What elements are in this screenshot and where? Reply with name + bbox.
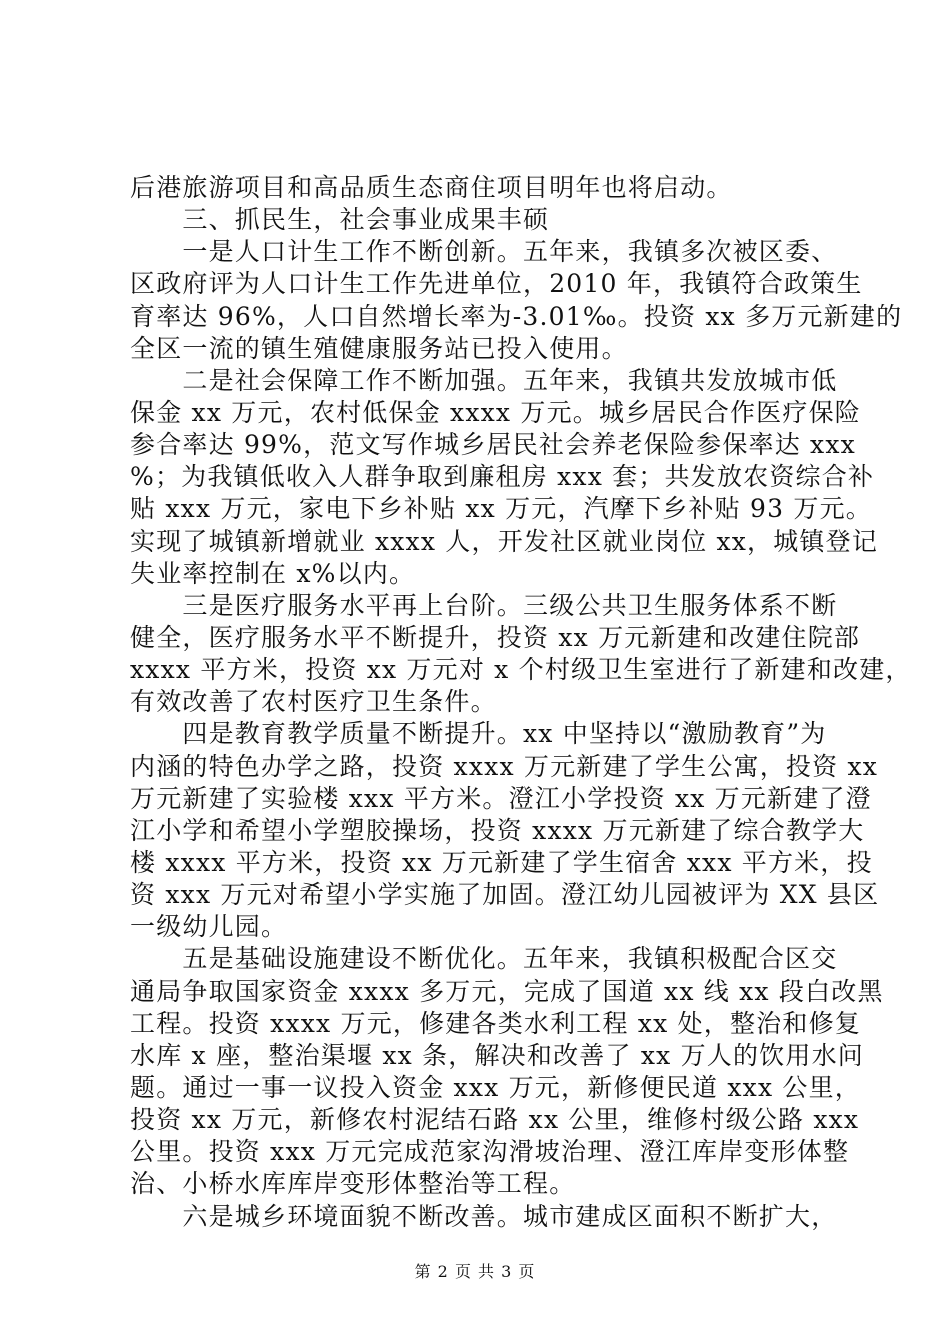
text-line: 内涵的特色办学之路，投资 xxxx 万元新建了学生公寓，投资 xx xyxy=(130,751,879,781)
text-line: 工程。投资 xxxx 万元，修建各类水利工程 xx 处，整治和修复 xyxy=(130,1008,861,1038)
text-line: 万元新建了实验楼 xxx 平方米。澄江小学投资 xx 万元新建了澄 xyxy=(130,783,872,813)
section-heading: 三、抓民生，社会事业成果丰硕 xyxy=(130,205,550,235)
text-line: 后港旅游项目和高品质生态商住项目明年也将启动。 xyxy=(130,173,733,202)
text-line: 健全，医疗服务水平不断提升，投资 xx 万元新建和改建住院部 xyxy=(130,622,861,652)
text-line: 参合率达 99%，范文写作城乡居民社会养老保险参保率达 xxx xyxy=(130,430,856,460)
text-line: 四是教育教学质量不断提升。xx 中坚持以“激励教育”为 xyxy=(130,719,827,749)
text-line: 二是社会保障工作不断加强。五年来，我镇共发放城市低 xyxy=(130,365,838,395)
text-line: 楼 xxxx 平方米，投资 xx 万元新建了学生宿舍 xxx 平方米，投 xyxy=(130,847,873,877)
text-line: 失业率控制在 x%以内。 xyxy=(130,558,416,588)
text-line: 三是医疗服务水平再上台阶。三级公共卫生服务体系不断 xyxy=(130,590,838,620)
body-text xyxy=(130,172,912,1233)
text-line: 治、小桥水库库岸变形体整治等工程。 xyxy=(130,1169,576,1199)
text-line: 一是人口计生工作不断创新。五年来，我镇多次被区委、 xyxy=(130,237,838,267)
text-line: 区政府评为人口计生工作先进单位，2010 年，我镇符合政策生 xyxy=(130,269,863,299)
text-line: 公里。投资 xxx 万元完成范家沟滑坡治理、澄江库岸变形体整 xyxy=(130,1137,850,1167)
text-line: 贴 xxx 万元，家电下乡补贴 xx 万元，汽摩下乡补贴 93 万元。 xyxy=(130,494,872,524)
text-line: 全区一流的镇生殖健康服务站已投入使用。 xyxy=(130,333,628,363)
text-line: 保金 xx 万元，农村低保金 xxxx 万元。城乡居民合作医疗保险 xyxy=(130,397,861,427)
text-line: 题。通过一事一议投入资金 xxx 万元，新修便民道 xxx 公里， xyxy=(130,1072,861,1102)
text-line: %；为我镇低收入人群争取到廉租房 xxx 套；共发放农资综合补 xyxy=(130,462,875,492)
text-line: 水库 x 座，整治渠堰 xx 条，解决和改善了 xx 万人的饮用水问 xyxy=(130,1040,864,1070)
text-line: xxxx 平方米，投资 xx 万元对 x 个村级卫生室进行了新建和改建， xyxy=(130,655,912,685)
page-footer: 第 2 页 共 3 页 xyxy=(414,1262,536,1281)
text-line: 资 xxx 万元对希望小学实施了加固。澄江幼儿园被评为 XX 县区 xyxy=(130,880,880,910)
text-line: 一级幼儿园。 xyxy=(130,912,288,942)
text-line: 通局争取国家资金 xxxx 多万元，完成了国道 xx 线 xx 段白改黑 xyxy=(130,976,884,1006)
text-line: 有效改善了农村医疗卫生条件。 xyxy=(130,687,497,717)
text-line: 六是城乡环境面貌不断改善。城市建成区面积不断扩大， xyxy=(130,1201,838,1231)
text-line: 投资 xx 万元，新修农村泥结石路 xx 公里，维修村级公路 xxx xyxy=(130,1105,860,1135)
text-line: 五是基础设施建设不断优化。五年来，我镇积极配合区交 xyxy=(130,944,838,974)
text-line: 育率达 96%，人口自然增长率为-3.01‰。投资 xx 多万元新建的 xyxy=(130,301,903,331)
text-line: 实现了城镇新增就业 xxxx 人，开发社区就业岗位 xx，城镇登记 xyxy=(130,526,879,556)
text-line: 江小学和希望小学塑胶操场，投资 xxxx 万元新建了综合教学大 xyxy=(130,815,865,845)
